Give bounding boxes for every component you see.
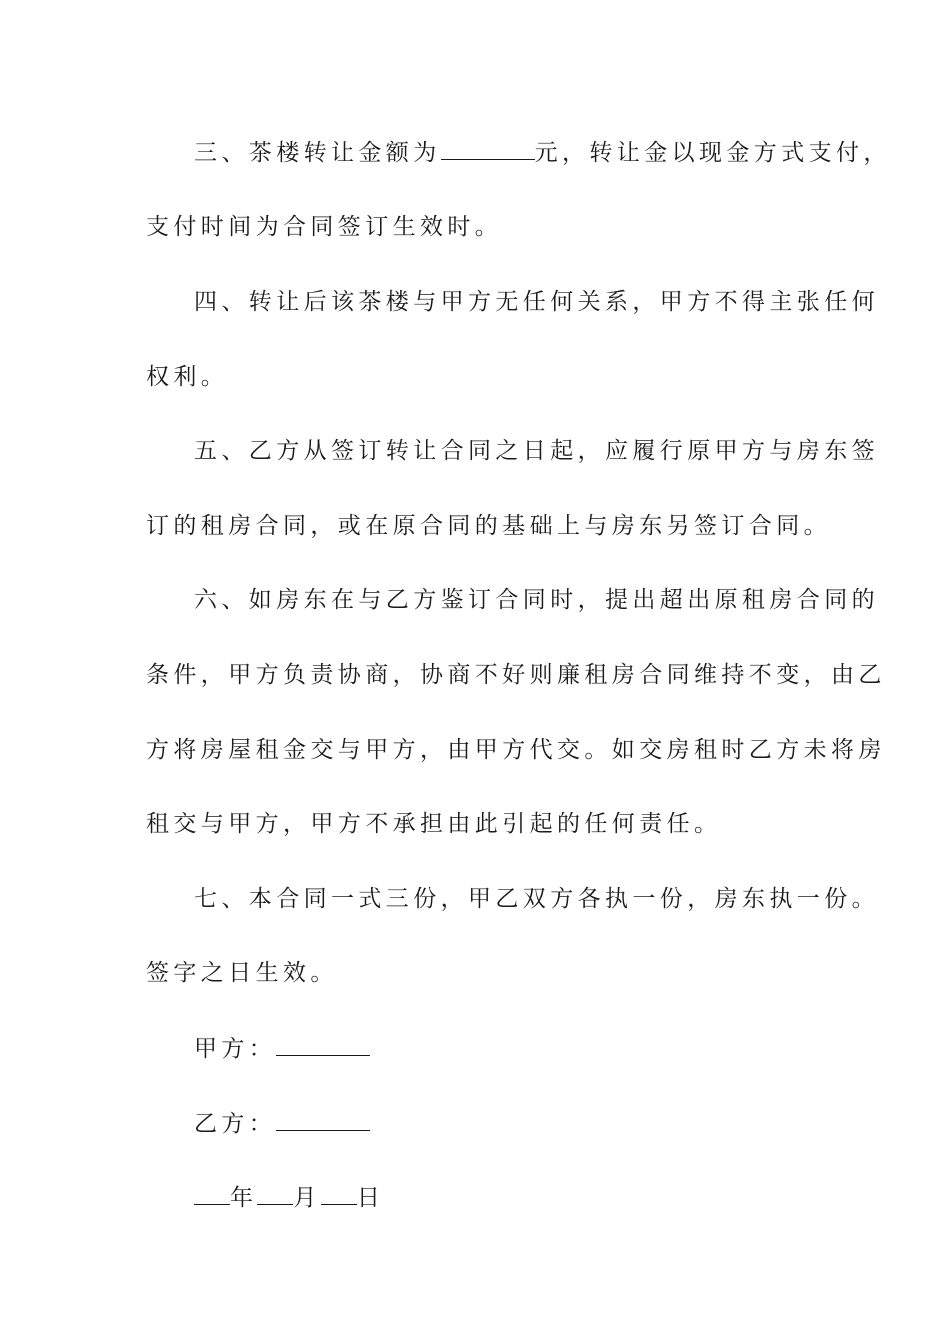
date-line (194, 1183, 874, 1213)
clause-5-line-1: 五、乙方从签订转让合同之日起，应履行原甲方与房东签 (194, 438, 879, 464)
party-a-label: 甲方： (194, 1036, 277, 1062)
clause-3-text-a: 三、茶楼转让金额为 (194, 140, 441, 166)
party-b-signature-line (194, 1109, 874, 1139)
clause-3-text-b: 元，转让金以现金方式支付， (534, 140, 891, 166)
clause-4-line-2: 权利。 (146, 364, 229, 390)
party-a-signature-blank[interactable] (276, 1035, 370, 1056)
clause-6-line-3: 方将房屋租金交与甲方，由甲方代交。如交房租时乙方未将房 (146, 737, 886, 763)
clause-7-line-2: 签字之日生效。 (146, 960, 338, 986)
party-b-label: 乙方： (194, 1111, 277, 1137)
transfer-amount-blank[interactable] (441, 139, 535, 160)
month-blank[interactable] (257, 1184, 293, 1205)
clause-3-line-1 (194, 138, 891, 168)
clause-5-line-2: 订的租房合同，或在原合同的基础上与房东另签订合同。 (146, 513, 831, 539)
clause-6-line-4: 租交与甲方，甲方不承担由此引起的任何责任。 (146, 811, 722, 837)
year-blank[interactable] (194, 1184, 230, 1205)
clause-6-line-2: 条件，甲方负责协商，协商不好则廉租房合同维持不变，由乙 (146, 662, 886, 688)
year-label: 年 (230, 1185, 258, 1211)
month-label: 月 (293, 1185, 321, 1211)
party-b-signature-blank[interactable] (276, 1110, 370, 1131)
clause-3-line-2: 支付时间为合同签订生效时。 (146, 214, 503, 240)
party-a-signature-line (194, 1034, 874, 1064)
clause-7-line-1: 七、本合同一式三份，甲乙双方各执一份，房东执一份。 (194, 886, 879, 912)
day-blank[interactable] (321, 1184, 357, 1205)
day-label: 日 (356, 1185, 385, 1211)
clause-4-line-1: 四、转让后该茶楼与甲方无任何关系，甲方不得主张任何 (194, 289, 879, 315)
clause-6-line-1: 六、如房东在与乙方鉴订合同时，提出超出原租房合同的 (194, 587, 879, 613)
